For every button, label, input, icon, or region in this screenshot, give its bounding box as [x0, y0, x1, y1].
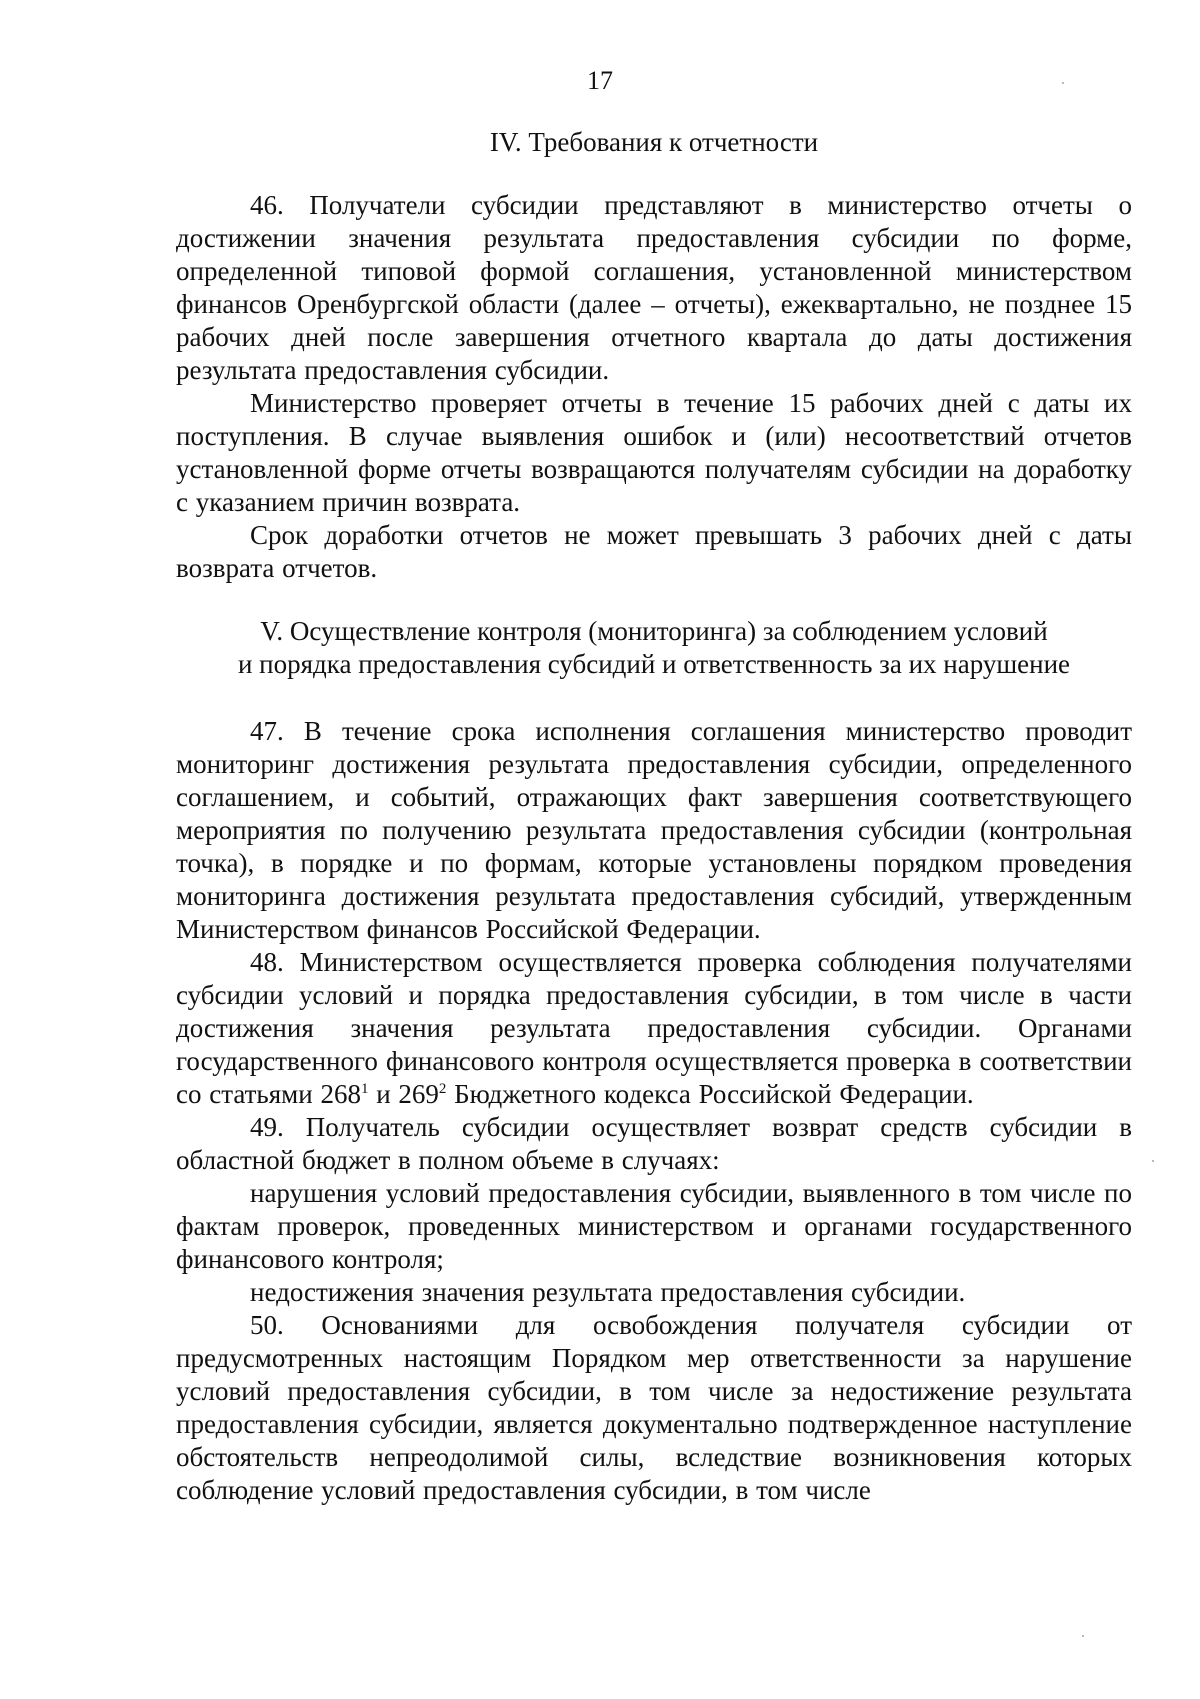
section-heading-v-line-2: и порядка предоставления субсидий и ответственность за их нарушение: [237, 649, 1071, 679]
paragraph-49: 49. Получатель субсидии осуществляет возврат средств субсидии в областной бюджет в полном объеме в случаях:: [176, 1112, 1132, 1175]
section-heading-v-line-1: V. Осуществление контроля (мониторинга) за соблюдением условий: [260, 616, 1048, 646]
paragraph-49-case-2: недостижения значения результата предоставления субсидии.: [250, 1277, 966, 1307]
paragraph-48-text-2: и 269: [368, 1079, 439, 1109]
paragraph-49-case-1: нарушения условий предоставления субсидии, выявленного в том числе по фактам проверок, проведенных министерством и органами государственного финансового контроля;: [176, 1178, 1132, 1274]
document-body: [176, 126, 1132, 1507]
scan-speck: [1062, 82, 1064, 84]
paragraph-46-check: Министерство проверяет отчеты в течение 15 рабочих дней с даты их поступления. В случае выявления ошибок и (или) несоответствий отчетов установленной форме отчеты возвращаются получателям субсидии на доработку с указанием причин возврата.: [176, 388, 1132, 517]
scan-speck: [1152, 1160, 1154, 1162]
paragraph-50: 50. Основаниями для освобождения получателя субсидии от предусмотренных настоящим Порядком мер ответственности за нарушение условий предоставления субсидии, в том числе за недостижение результата предоставления субсидии, является документально подтвержденное наступление обстоятельств непреодолимой силы, вследствие возникновения которых соблюдение условий предоставления субсидии, в том числе: [176, 1310, 1132, 1505]
paragraph-48-text-3: Бюджетного кодекса Российской Федерации.: [446, 1079, 974, 1109]
section-heading-iv: IV. Требования к отчетности: [489, 127, 819, 157]
paragraph-47: 47. В течение срока исполнения соглашения министерство проводит мониторинг достижения результата предоставления субсидии, определенного соглашением, и событий, отражающих факт завершения соответствующего мероприятия по получению результата предоставления субсидии (контрольная точка), в порядке и по формам, которые установлены порядком проведения мониторинга достижения результата предоставления субсидий, утвержденным Министерством финансов Российской Федерации.: [176, 716, 1132, 944]
footnote-mark-1: 1: [360, 1081, 369, 1097]
scan-speck: [1082, 1635, 1084, 1637]
section-heading-v: [176, 615, 1132, 681]
paragraph-46-deadline: Срок доработки отчетов не может превышать 3 рабочих дней с даты возврата отчетов.: [176, 520, 1132, 583]
paragraph-46: 46. Получатели субсидии представляют в министерство отчеты о достижении значения результата предоставления субсидии по форме, определенной типовой формой соглашения, установленной министерством финансов Оренбургской области (далее – отчеты), ежеквартально, не позднее 15 рабочих дней после завершения отчетного квартала до даты достижения результата предоставления субсидии.: [176, 190, 1132, 385]
paragraph-48: [176, 946, 1132, 1111]
paragraph-48-text-1: 48. Министерством осуществляется проверка соблюдения получателями субсидии условий и порядка предоставления субсидии, в том числе в части достижения значения результата предоставления субсидии. Органами государственного финансового контроля осуществляется проверка в соответствии со статьями 268: [176, 947, 1132, 1109]
page-number: 17: [587, 66, 613, 95]
footnote-mark-2: 2: [438, 1081, 447, 1097]
